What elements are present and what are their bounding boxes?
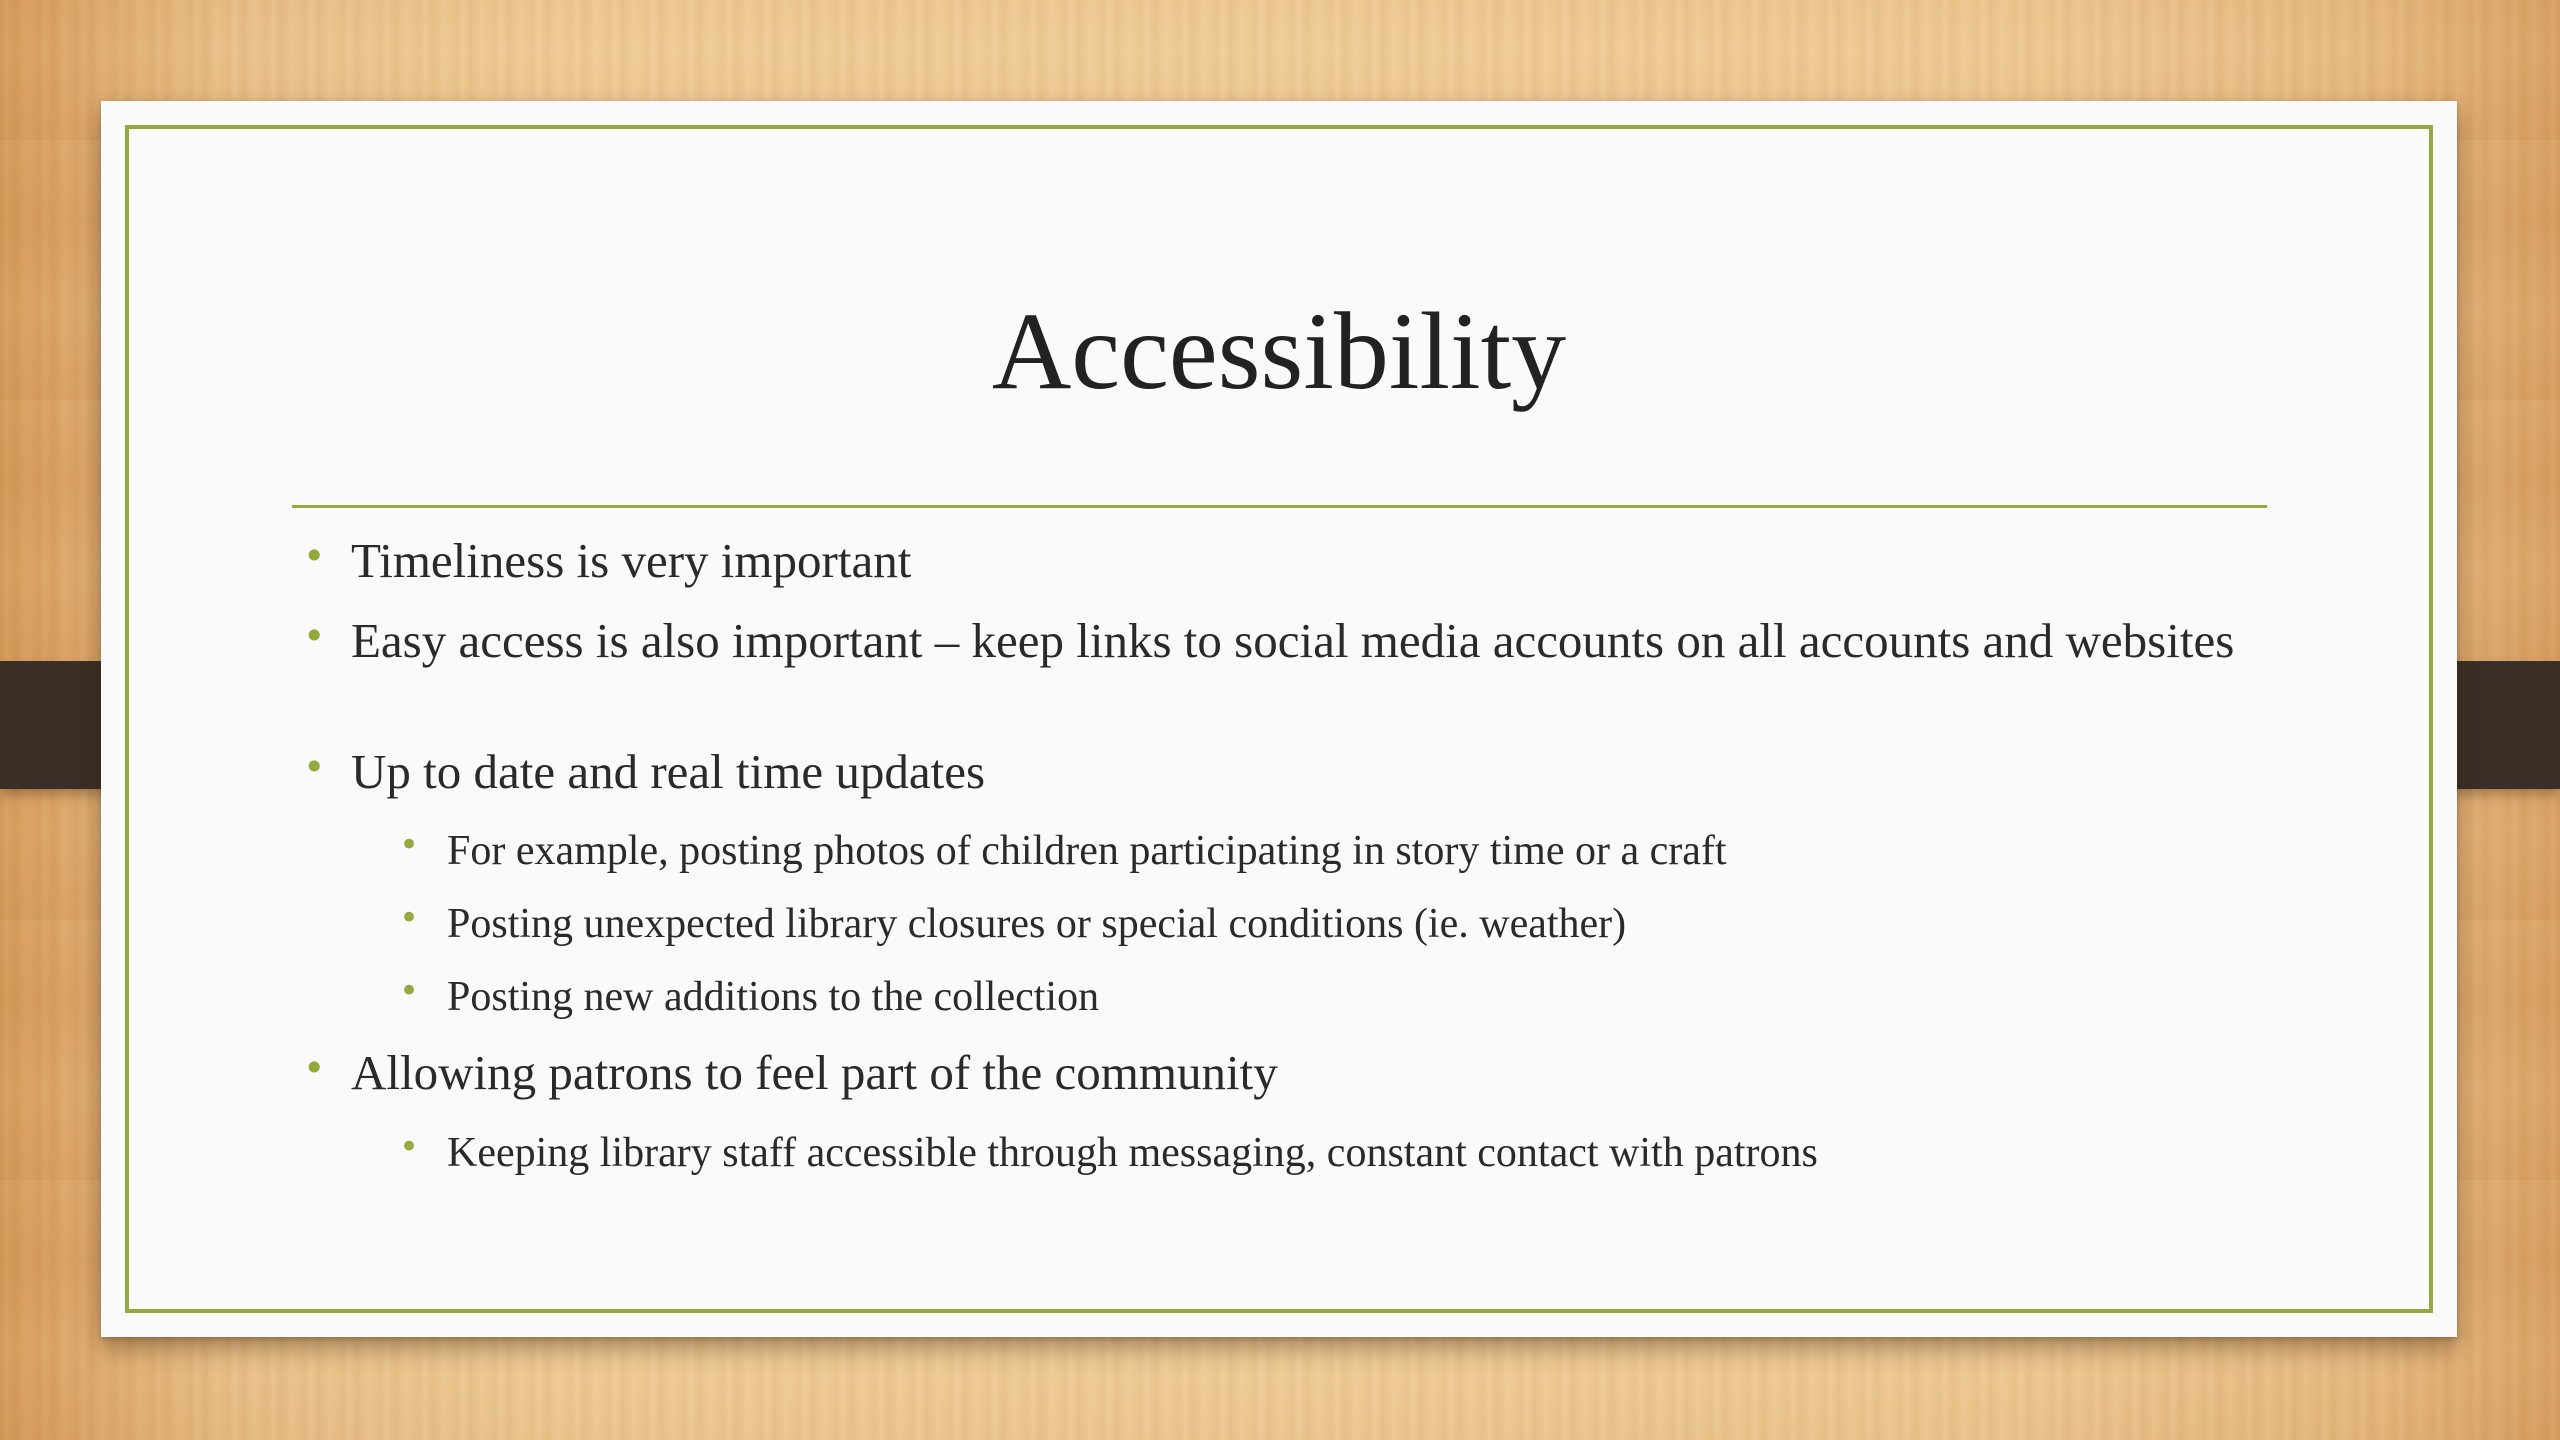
bullet-dot-icon: • (399, 1127, 420, 1167)
bullet-dot-icon: • (399, 898, 420, 938)
bullet-item (303, 613, 2251, 668)
bullet-item (303, 533, 2251, 588)
sub-bullet-item (399, 1127, 2247, 1176)
bullet-text: Timeliness is very important (351, 533, 912, 588)
bullet-dot-icon: • (303, 745, 326, 789)
bullet-item (303, 744, 2251, 799)
sub-bullet-item (399, 898, 2247, 947)
bullet-dot-icon: • (399, 971, 420, 1011)
slide-title: Accessibility (991, 290, 1567, 412)
sub-bullet-item (399, 825, 2247, 874)
sub-bullet-item (399, 971, 2247, 1020)
bullet-text: Keeping library staff accessible through messaging, constant contact with patrons (447, 1130, 1818, 1176)
bullet-text: Posting new additions to the collection (447, 974, 1100, 1020)
bullet-dot-icon: • (303, 614, 326, 658)
bullet-dot-icon: • (303, 534, 326, 578)
bullet-item (303, 1045, 2251, 1100)
bullet-text: Up to date and real time updates (351, 744, 986, 799)
bullet-dot-icon: • (399, 825, 420, 865)
bullet-dot-icon: • (303, 1046, 326, 1090)
bullet-text: Easy access is also important – keep links to social media accounts on all accounts and websites (351, 613, 2235, 668)
bullet-list (101, 101, 2457, 1337)
bullet-text: Allowing patrons to feel part of the community (351, 1045, 1278, 1100)
slide (101, 101, 2457, 1337)
bullet-text: For example, posting photos of children participating in story time or a craft (447, 828, 1727, 874)
bullet-text: Posting unexpected library closures or special conditions (ie. weather) (447, 901, 1627, 947)
